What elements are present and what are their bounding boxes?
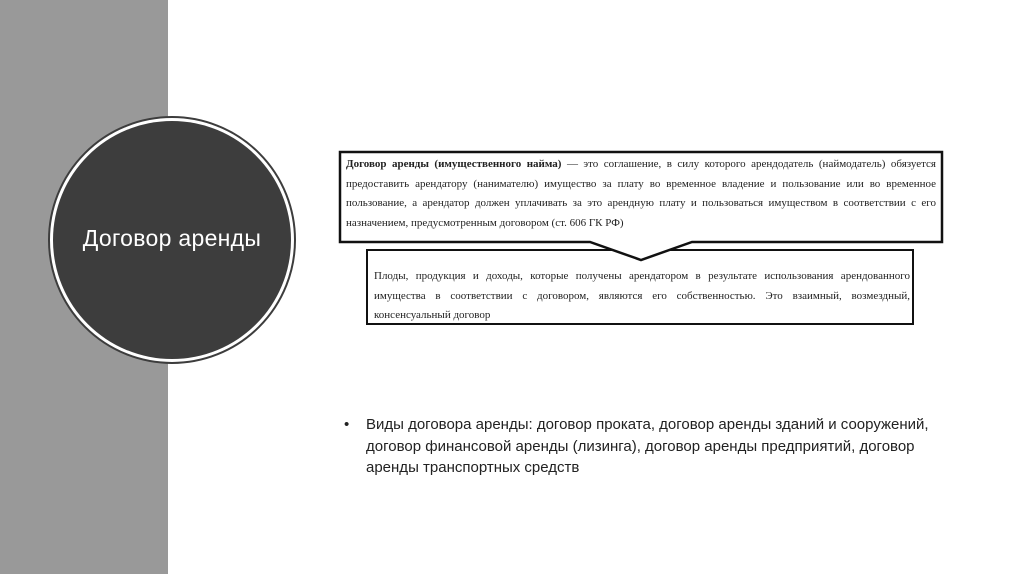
slide-title: Договор аренды <box>82 224 262 251</box>
note-text: Плоды, продукция и доходы, которые получены арендатором в результате использования арендованного имущества в соответствии с договором, являются его собственностью. Это взаимный, возмездный, консенсуальный договор <box>374 270 910 321</box>
bullet-marker: • <box>344 416 350 433</box>
definition-text <box>346 155 936 233</box>
bullet-item: Виды договора аренды: договор проката, договор аренды зданий и сооружений, договор финансовой аренды (лизинга), договор аренды предприятий, договор аренды транспортных средств <box>366 416 929 476</box>
definition-figure <box>338 150 944 330</box>
bullet-list <box>344 414 944 479</box>
definition-body: — это соглашение, в силу которого арендодатель (наймодатель) обязуется предоставить арендатору (нанимателю) имущество за плату во временное владение и пользование или во временное пользование, а арендатор должен уплачивать за это арендную плату и пользоваться имуществом в соответствии с его назначением, предусмотренным договором (ст. 606 ГК РФ) <box>346 158 936 229</box>
definition-term: Договор аренды (имущественного найма) <box>346 158 562 170</box>
title-circle <box>53 121 291 359</box>
